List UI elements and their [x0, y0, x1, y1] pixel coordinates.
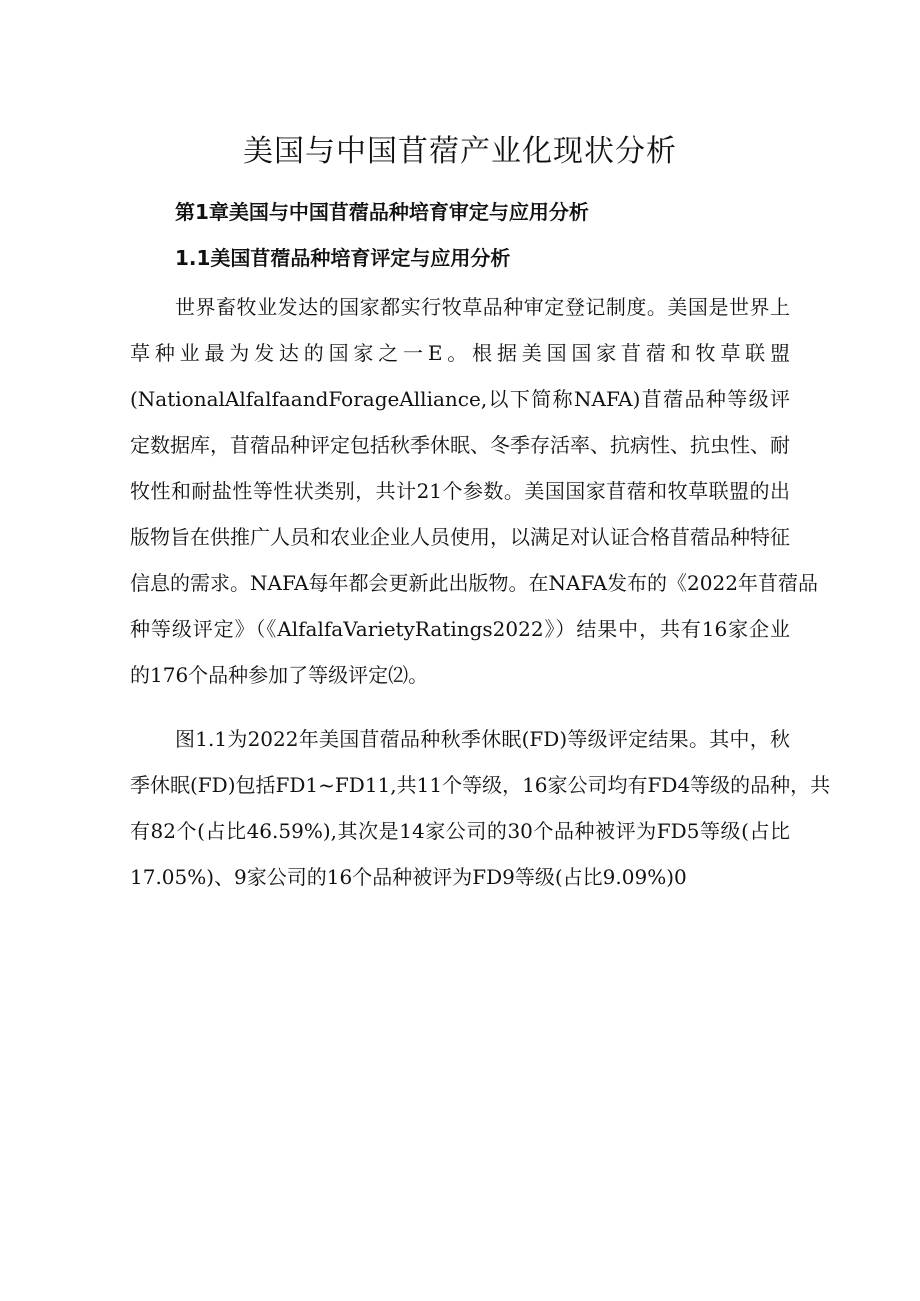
chapter-heading: 第1章美国与中国苜蓿品种培育审定与应用分析: [175, 200, 589, 224]
paragraph-line: 牧性和耐盐性等性状类别，共计21个参数。美国国家苜蓿和牧草联盟的出: [130, 479, 790, 503]
paragraph-nafa-ratings: [130, 284, 818, 698]
paragraph-line: 定数据库，苜蓿品种评定包括秋季休眠、冬季存活率、抗病性、抗虫性、耐: [130, 433, 790, 457]
paragraph-line: 世界畜牧业发达的国家都实行牧草品种审定登记制度。美国是世界上: [175, 295, 790, 319]
paragraph-line: 17.05%)、9家公司的16个品种被评为FD9等级(占比9.09%)0: [130, 865, 687, 889]
document-title: 美国与中国苜蓿产业化现状分析: [243, 134, 677, 169]
paragraph-line: 有82个(占比46.59%),其次是14家公司的30个品种被评为FD5等级(占比: [130, 819, 790, 843]
paragraph-line: 信息的需求。NAFA每年都会更新此出版物。在NAFA发布的《2022年苜蓿品: [130, 571, 818, 595]
section-heading: 1.1美国苜蓿品种培育评定与应用分析: [175, 246, 511, 270]
paragraph-fall-dormancy: [130, 716, 831, 900]
paragraph-line: 种等级评定》（《AlfalfaVarietyRatings2022》）结果中，共有16家企业: [130, 617, 790, 641]
paragraph-line: 的176个品种参加了等级评定⑵。: [130, 663, 429, 687]
paragraph-line: (NationalAlfalfaandForageAlliance,以下简称NAFA)苜蓿品种等级评: [130, 387, 790, 411]
paragraph-line: 季休眠(FD)包括FD1~FD11,共11个等级，16家公司均有FD4等级的品种，共: [130, 773, 831, 797]
paragraph-line: 图1.1为2022年美国苜蓿品种秋季休眠(FD)等级评定结果。其中，秋: [175, 727, 790, 751]
paragraph-line: 版物旨在供推广人员和农业企业人员使用，以满足对认证合格苜蓿品种特征: [130, 525, 790, 549]
paragraph-line: 草种业最为发达的国家之一E。根据美国国家苜蓿和牧草联盟: [130, 341, 790, 365]
